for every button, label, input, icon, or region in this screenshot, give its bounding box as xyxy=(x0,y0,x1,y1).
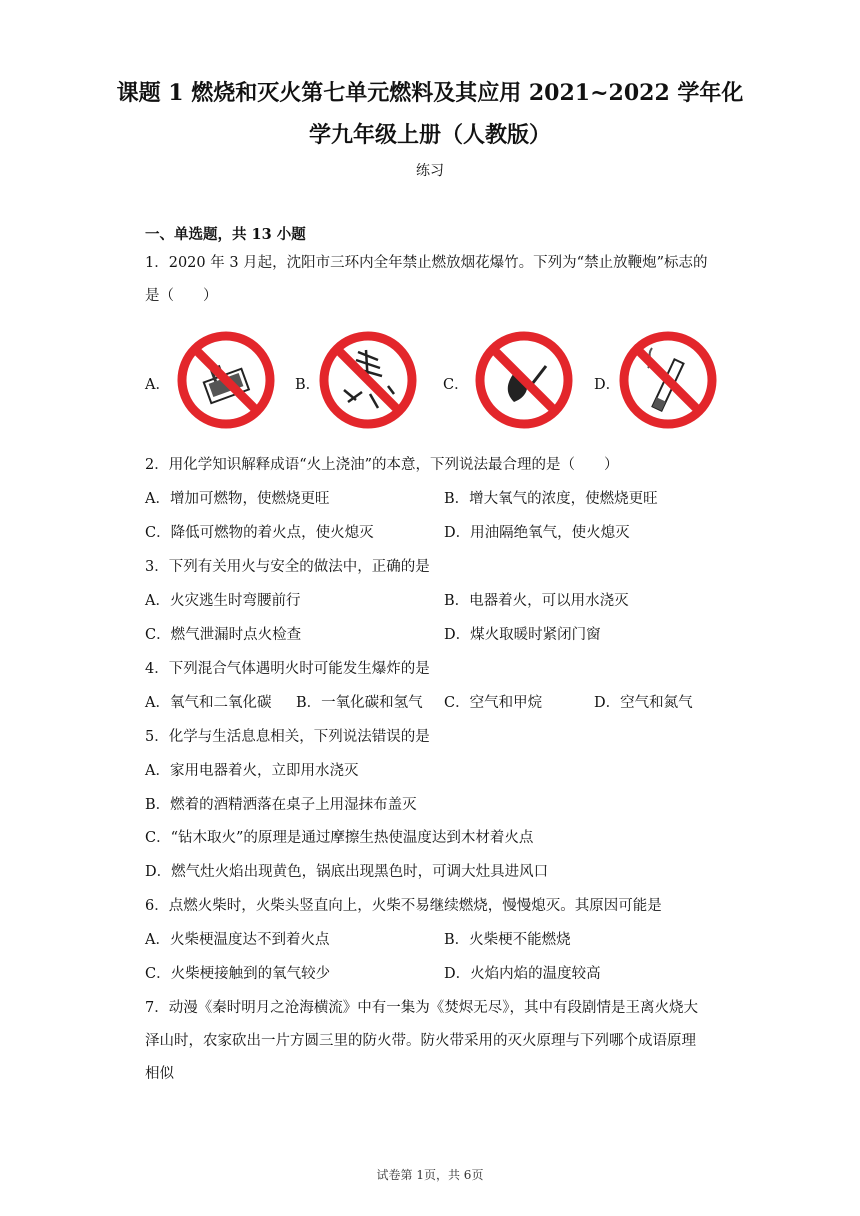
q4-option-d: D．空气和氮气 xyxy=(594,695,693,711)
q2-option-b: B．增大氧气的浓度，使燃烧更旺 xyxy=(444,491,658,507)
q4-option-a: A．氧气和二氧化碳 xyxy=(145,695,272,711)
page-footer: 试卷第 1页，共 6页 xyxy=(376,1168,484,1182)
q4-option-b: B．一氧化碳和氢气 xyxy=(296,695,423,711)
q7-stem-line3: 相似 xyxy=(145,1066,174,1082)
q1-stem-line1: 1．2020 年 3 月起，沈阳市三环内全年禁止燃放烟花爆竹。下列为“禁止放鞭炮”标志的 xyxy=(145,255,708,271)
q3-stem: 3．下列有关用火与安全的做法中，正确的是 xyxy=(145,559,430,575)
q1-option-a-label: A． xyxy=(145,377,170,393)
q4-stem: 4．下列混合气体遇明火时可能发生爆炸的是 xyxy=(145,661,430,677)
no-smoking-icon xyxy=(618,330,718,430)
q1-option-d-label: D． xyxy=(594,377,621,393)
no-matches-icon xyxy=(176,330,276,430)
q2-option-c: C．降低可燃物的着火点，使火熄灭 xyxy=(145,525,374,541)
q7-stem-line2: 泽山时，农家砍出一片方圆三里的防火带。防火带采用的灭火原理与下列哪个成语原理 xyxy=(145,1033,696,1049)
q5-option-c: C．“钻木取火”的原理是通过摩擦生热使温度达到木材着火点 xyxy=(145,830,534,846)
section-heading: 一、单选题，共 13 小题 xyxy=(145,226,306,243)
no-firecrackers-icon xyxy=(318,330,418,430)
q5-stem: 5．化学与生活息息相关，下列说法错误的是 xyxy=(145,729,430,745)
page-title-line2: 学九年级上册（人教版） xyxy=(308,122,551,148)
q5-option-d: D．燃气灶火焰出现黄色，锅底出现黑色时，可调大灶具进风口 xyxy=(145,864,549,880)
q1-option-b-label: B． xyxy=(295,377,321,393)
q4-option-c: C．空气和甲烷 xyxy=(444,695,543,711)
q6-stem: 6．点燃火柴时，火柴头竖直向上，火柴不易继续燃烧，慢慢熄灭。其原因可能是 xyxy=(145,898,662,914)
page-subtitle: 练习 xyxy=(416,163,444,179)
q7-stem-line1: 7．动漫《秦时明月之沧海横流》中有一集为《焚烬无尽》，其中有段剧情是王离火烧大 xyxy=(145,1000,698,1016)
q2-option-d: D．用油隔绝氧气，使火熄灭 xyxy=(444,525,630,541)
q6-option-c: C．火柴梗接触到的氧气较少 xyxy=(145,966,331,982)
q6-option-a: A．火柴梗温度达不到着火点 xyxy=(145,932,330,948)
q5-option-b: B．燃着的酒精洒落在桌子上用湿抹布盖灭 xyxy=(145,797,417,813)
q3-option-c: C．燃气泄漏时点火检查 xyxy=(145,627,302,643)
q2-option-a: A．增加可燃物，使燃烧更旺 xyxy=(145,491,330,507)
q1-option-c-label: C． xyxy=(443,377,469,393)
page-title-line1: 课题 1 燃烧和灭火第七单元燃料及其应用 2021~2022 学年化 xyxy=(116,80,744,106)
q2-stem: 2．用化学知识解释成语“火上浇油”的本意，下列说法最合理的是（ ） xyxy=(145,457,619,473)
q1-stem-line2: 是（ ） xyxy=(145,288,218,304)
q3-option-a: A．火灾逃生时弯腰前行 xyxy=(145,593,301,609)
no-open-flame-icon xyxy=(474,330,574,430)
q3-option-d: D．煤火取暖时紧闭门窗 xyxy=(444,627,601,643)
q6-option-d: D．火焰内焰的温度较高 xyxy=(444,966,601,982)
q3-option-b: B．电器着火，可以用水浇灭 xyxy=(444,593,629,609)
q5-option-a: A．家用电器着火，立即用水浇灭 xyxy=(145,763,359,779)
q6-option-b: B．火柴梗不能燃烧 xyxy=(444,932,571,948)
